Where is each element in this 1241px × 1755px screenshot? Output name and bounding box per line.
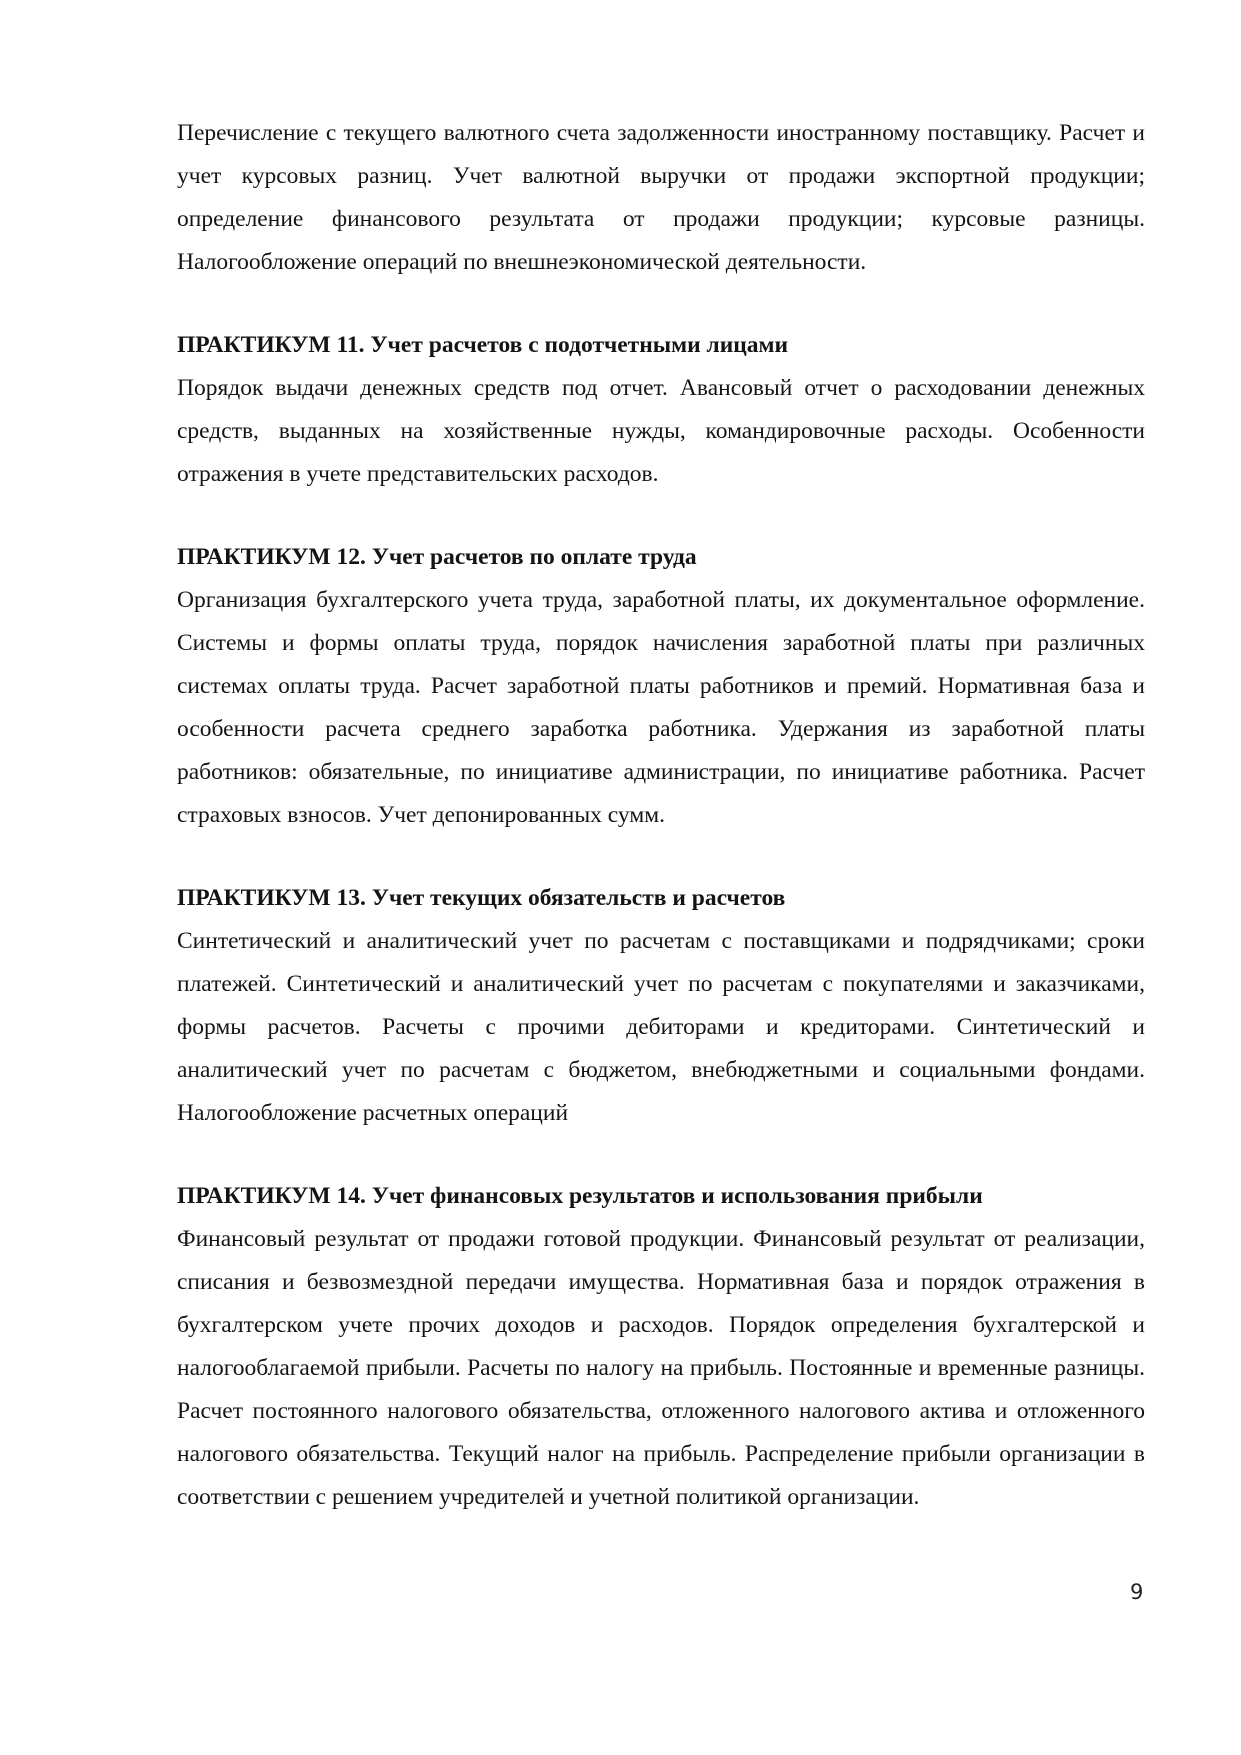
section-heading: ПРАКТИКУМ 12. Учет расчетов по оплате труда <box>177 544 697 570</box>
section-body: Порядок выдачи денежных средств под отчет. Авансовый отчет о расходовании денежных средств, выданных на хозяйственные нужды, командировочные расходы. Особенности отражения в учете представительских расходов. <box>177 375 1145 487</box>
page-number: 9 <box>1130 1580 1144 1604</box>
section-practicum-11 <box>177 324 1145 496</box>
document-page <box>177 112 1145 1519</box>
section-body: Синтетический и аналитический учет по расчетам с поставщиками и подрядчиками; сроки платежей. Синтетический и аналитический учет по расчетам с покупателями и заказчиками, формы расчетов. Расчеты с прочими дебиторами и кредиторами. Синтетический и аналитический учет по расчетам с бюджетом, внебюджетными и социальными фондами. Налогообложение расчетных операций <box>177 928 1145 1126</box>
section-practicum-14 <box>177 1175 1145 1519</box>
section-practicum-13 <box>177 877 1145 1135</box>
intro-paragraph: Перечисление с текущего валютного счета задолженности иностранному поставщику. Расчет и учет курсовых разниц. Учет валютной выручки от продажи экспортной продукции; определение финансового результата от продажи продукции; курсовые разницы. Налогообложение операций по внешнеэкономической деятельности. <box>177 120 1145 275</box>
section-body: Финансовый результат от продажи готовой продукции. Финансовый результат от реализации, списания и безвозмездной передачи имущества. Нормативная база и порядок отражения в бухгалтерском учете прочих доходов и расходов. Порядок определения бухгалтерской и налогооблагаемой прибыли. Расчеты по налогу на прибыль. Постоянные и временные разницы. Расчет постоянного налогового обязательства, отложенного налогового актива и отложенного налогового обязательства. Текущий налог на прибыль. Распределение прибыли организации в соответствии с решением учредителей и учетной политикой организации. <box>177 1226 1145 1510</box>
section-body: Организация бухгалтерского учета труда, заработной платы, их документальное оформление. Системы и формы оплаты труда, порядок начисления заработной платы при различных системах оплаты труда. Расчет заработной платы работников и премий. Нормативная база и особенности расчета среднего заработка работника. Удержания из заработной платы работников: обязательные, по инициативе администрации, по инициативе работника. Расчет страховых взносов. Учет депонированных сумм. <box>177 587 1145 828</box>
section-practicum-12 <box>177 536 1145 837</box>
section-heading: ПРАКТИКУМ 11. Учет расчетов с подотчетными лицами <box>177 332 789 358</box>
section-heading: ПРАКТИКУМ 13. Учет текущих обязательств и расчетов <box>177 885 786 911</box>
section-heading: ПРАКТИКУМ 14. Учет финансовых результатов и использования прибыли <box>177 1183 983 1209</box>
